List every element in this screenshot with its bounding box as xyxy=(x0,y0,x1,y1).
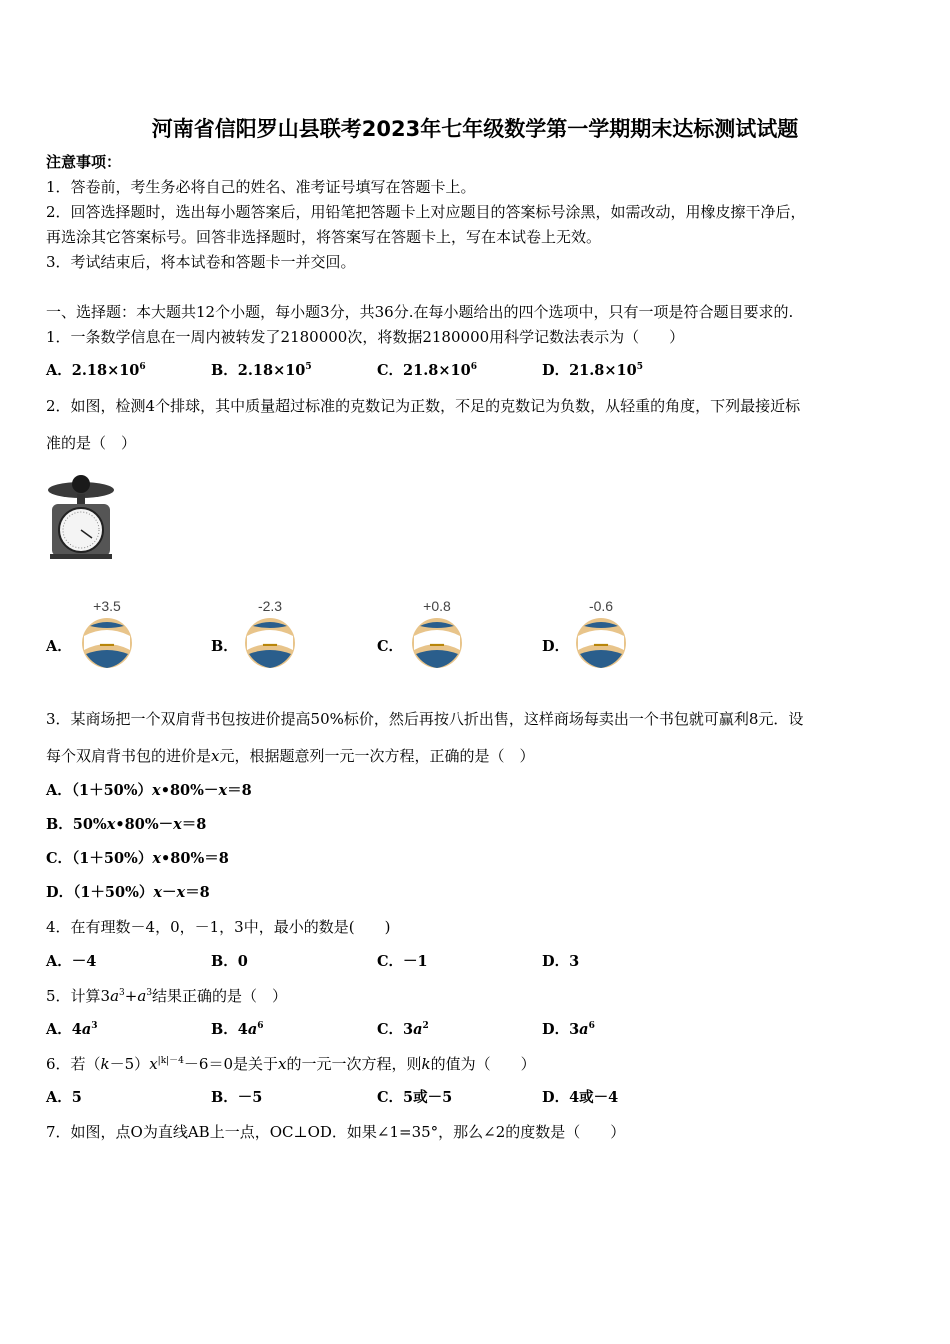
q5-option-b: B．$4a^6$ xyxy=(211,1021,264,1038)
q2-option-a-label: +3.5 xyxy=(93,598,121,614)
svg-text:▬▬: ▬▬ xyxy=(594,641,608,648)
question-7-stem: 7．如图，点O为直线AB上一点，OC⊥OD．如果∠1=35°，那么∠2的度数是（ ） xyxy=(46,1123,626,1141)
q2-option-a-ball xyxy=(72,598,142,678)
q2-option-b-ball xyxy=(235,598,305,678)
volleyball-icon xyxy=(80,616,134,670)
question-2-stem-cont: 准的是（ ） xyxy=(46,434,137,452)
svg-text:▬▬: ▬▬ xyxy=(263,641,277,648)
q4-option-b: B．0 xyxy=(211,953,248,970)
notice-item-3: 3．考试结束后，将本试卷和答题卡一并交回。 xyxy=(46,253,356,271)
q2-option-d-letter: D． xyxy=(542,638,570,655)
notice-item-2-cont: 再选涂其它答案标号。回答非选择题时，将答案写在答题卡上，写在本试卷上无效。 xyxy=(46,228,602,246)
q6-option-d: D．4或－4 xyxy=(542,1089,619,1106)
q1-option-a: A．$2.18\times 10^6$ xyxy=(46,362,146,379)
question-6-stem: 6．若$(k-5)x^{|k|-4}-6=0$是关于x的一元一次方程，则k的值为（ ） xyxy=(46,1055,536,1073)
q2-option-c-letter: C． xyxy=(377,638,404,655)
q3-option-b: B．50%x•80%－x＝8 xyxy=(46,816,207,833)
q2-option-c-label: +0.8 xyxy=(423,598,451,614)
notice-item-2: 2．回答选择题时，选出每小题答案后，用铅笔把答题卡上对应题目的答案标号涂黑，如需改动，用橡皮擦干净后， xyxy=(46,203,806,221)
q1-option-d: D．$21.8\times 10^5$ xyxy=(542,362,643,379)
q5-option-a: A．$4a^3$ xyxy=(46,1021,98,1038)
q2-option-c-ball xyxy=(402,598,472,678)
q4-option-a: A．－4 xyxy=(46,953,97,970)
question-4-stem: 4．在有理数－4，0，－1，3中，最小的数是( ) xyxy=(46,918,391,936)
volleyball-icon xyxy=(574,616,628,670)
question-2-stem: 2．如图，检测4个排球，其中质量超过标准的克数记为正数，不足的克数记为负数，从轻重的角度，下列最接近标 xyxy=(46,397,801,415)
q5-option-c: C．$3a^2$ xyxy=(377,1021,429,1038)
q4-option-c: C．－1 xyxy=(377,953,428,970)
notice-item-1: 1．答卷前，考生务必将自己的姓名、准考证号填写在答题卡上。 xyxy=(46,178,476,196)
page-title: 河南省信阳罗山县联考2023年七年级数学第一学期期末达标测试试题 xyxy=(151,117,799,141)
svg-text:▬▬: ▬▬ xyxy=(100,641,114,648)
volleyball-icon xyxy=(410,616,464,670)
q6-option-b: B．－5 xyxy=(211,1089,263,1106)
question-1-stem: 1．一条数学信息在一周内被转发了2180000次，将数据2180000用科学记数法表示为（ ） xyxy=(46,328,685,346)
question-3-stem-cont: 每个双肩背书包的进价是x元，根据题意列一元一次方程，正确的是（ ） xyxy=(46,747,535,765)
q2-option-b-letter: B． xyxy=(211,638,238,655)
q3-option-c: C．（1＋50%）x•80%＝8 xyxy=(46,850,229,867)
q1-option-c: C．$21.8\times 10^6$ xyxy=(377,362,477,379)
q3-option-a: A．（1＋50%）x•80%－x＝8 xyxy=(46,782,252,799)
volleyball-icon xyxy=(243,616,297,670)
q4-option-d: D．3 xyxy=(542,953,580,970)
q2-option-d-ball xyxy=(566,598,636,678)
q6-option-c: C．5或－5 xyxy=(377,1089,453,1106)
q2-option-a-letter: A． xyxy=(46,638,72,655)
q6-option-a: A．5 xyxy=(46,1089,82,1106)
svg-text:▬▬: ▬▬ xyxy=(430,641,444,648)
scale-image xyxy=(44,470,118,562)
notice-heading: 注意事项： xyxy=(46,153,122,171)
question-3-stem: 3．某商场把一个双肩背书包按进价提高50%标价，然后再按八折出售，这样商场每卖出一个书包就可赢利8元．设 xyxy=(46,710,804,728)
section-heading: 一、选择题：本大题共12个小题，每小题3分，共36分.在每小题给出的四个选项中，只有一项是符合题目要求的. xyxy=(46,303,794,321)
q2-option-d-label: -0.6 xyxy=(588,598,614,614)
q3-option-d: D．（1＋50%）x－x＝8 xyxy=(46,884,210,901)
q5-option-d: D．$3a^6$ xyxy=(542,1021,595,1038)
q1-option-b: B．$2.18\times 10^5$ xyxy=(211,362,312,379)
q2-option-b-label: -2.3 xyxy=(257,598,283,614)
question-5-stem: 5．计算$3a^3+a^3$结果正确的是（ ） xyxy=(46,987,288,1005)
